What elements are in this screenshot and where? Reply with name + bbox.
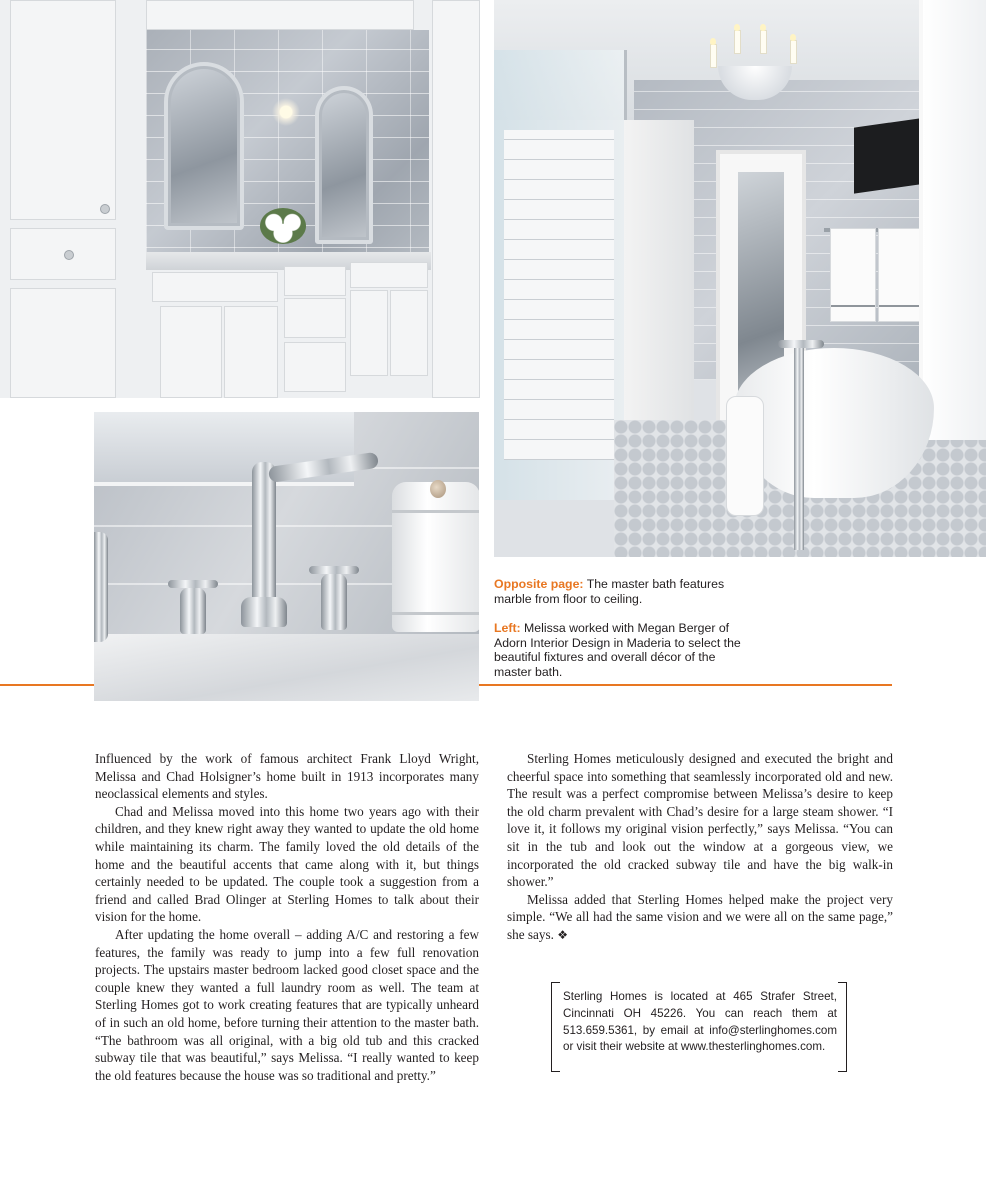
paragraph: Chad and Melissa moved into this home two years ago with their children, and they knew right away they wanted to update the old home while maintaining its charm. The family loved the old details of the home and the beautiful accents that came along with it, but things certainly needed to be updated. The couple took a suggestion from a friend and called Brad Olinger at Sterling Homes to talk about their vision for the home.	[95, 803, 479, 925]
wall-column	[624, 120, 694, 450]
shower-glass	[494, 50, 627, 500]
cabinet-door	[10, 288, 116, 398]
caption-left	[494, 621, 752, 679]
flower-arrangement	[260, 208, 306, 244]
handle-right-cross	[309, 566, 359, 574]
chandelier	[704, 10, 804, 100]
window-curtain	[919, 0, 986, 440]
photo-faucet-closeup	[94, 412, 479, 701]
contact-info-box	[551, 982, 847, 1070]
ceramic-jar	[392, 482, 479, 632]
faucet-base	[241, 597, 287, 627]
paragraph: Sterling Homes meticulously designed and executed the bright and cheerful space into something that seamlessly incorporated old and new. The result was a perfect compromise between Melissa’s desire to keep the old charm prevalent with Chad’s desire for a large steam shower. “I love it, it follows my original vision perfectly,” says Melissa. “You can sit in the tub and look out the window at a gorgeous view, we incorporated the old cracked subway tile and have the big walk-in shower.”	[507, 751, 893, 890]
accent-rule-left	[0, 684, 94, 686]
end-mark-icon: ❖	[557, 927, 568, 942]
mirror-left	[164, 62, 244, 230]
chandelier-crystals	[718, 66, 792, 100]
vanity-drawer	[284, 298, 346, 338]
article-column-right	[507, 750, 893, 945]
vanity-door	[224, 306, 278, 398]
article-column-left	[95, 750, 479, 1084]
candle	[790, 40, 797, 64]
knob	[100, 204, 110, 214]
caption-text: Melissa worked with Megan Berger of Adorn Interior Design in Maderia to select the beautiful fixtures and overall décor of the master bath.	[494, 621, 741, 679]
mirror-right	[315, 86, 373, 244]
faucet-body	[252, 462, 276, 612]
cabinet-drawer	[10, 228, 116, 280]
caption-lead: Opposite page:	[494, 577, 584, 591]
paragraph: Influenced by the work of famous architect Frank Lloyd Wright, Melissa and Chad Holsigner’s home built in 1913 incorporates many neoclassical elements and styles.	[95, 751, 479, 802]
handle-right	[321, 574, 347, 630]
accent-rule-right	[479, 684, 892, 686]
vanity-door	[350, 290, 388, 376]
jar-band	[392, 510, 479, 513]
handle-left	[180, 588, 206, 634]
candle	[734, 30, 741, 54]
vanity-drawer	[152, 272, 278, 302]
towel-stripe	[831, 305, 875, 307]
subway-tile	[504, 130, 614, 460]
towel	[830, 228, 876, 322]
draped-towel	[726, 396, 764, 516]
knob	[64, 250, 74, 260]
photo-vanity	[0, 0, 480, 398]
contact-info-text: Sterling Homes is located at 465 Strafer Street, Cincinnati OH 45226. You can reach them at 513.659.5361, by email at info@sterlinghomes.com or visit their website at www.thesterlinghomes.com.	[563, 990, 837, 1054]
candle	[760, 30, 767, 54]
bracket-left	[551, 982, 560, 1072]
bracket-right	[838, 982, 847, 1072]
caption-lead: Left:	[494, 621, 521, 635]
jar-band	[392, 612, 479, 615]
tub-filler	[794, 340, 804, 550]
paragraph-text: Melissa added that Sterling Homes helped make the project very simple. “We all had the same vision and we were all on the same page,” she says.	[507, 891, 893, 942]
vanity-door	[390, 290, 428, 376]
marble-countertop	[94, 634, 479, 701]
canister-left	[94, 532, 108, 642]
caption-text: The master bath features marble from floor to ceiling.	[494, 577, 725, 606]
caption-opposite-page	[494, 577, 752, 606]
tub-filler-handle	[778, 340, 824, 348]
wall-sconce	[268, 92, 304, 132]
tall-cabinet	[432, 0, 480, 398]
paragraph: After updating the home overall – adding A/C and restoring a few features, the family was ready to jump into a few full renovation projects. The upstairs master bedroom lacked good closet space and the couple knew they wanted a full laundry room as well. The team at Sterling Homes got to work creating features that are typically unheard of in such an old home, before turning their attention to the master bath. “The bathroom was all original, with a big old tub and this cracked subway tile that was beautiful,” says Melissa. “I really wanted to keep the old features because the house was so traditional and pretty.”	[95, 926, 479, 1083]
vanity-drawer	[284, 342, 346, 392]
jar-knob	[430, 480, 446, 498]
clawfoot-tub	[734, 348, 934, 498]
vanity-door	[160, 306, 222, 398]
paragraph	[507, 891, 893, 945]
candle	[710, 44, 717, 68]
handle-left-cross	[168, 580, 218, 588]
photo-master-bath	[494, 0, 986, 557]
cabinet-door	[10, 0, 116, 220]
upper-cabinet	[146, 0, 414, 30]
vanity-drawer	[350, 262, 428, 288]
vanity-drawer	[284, 266, 346, 296]
